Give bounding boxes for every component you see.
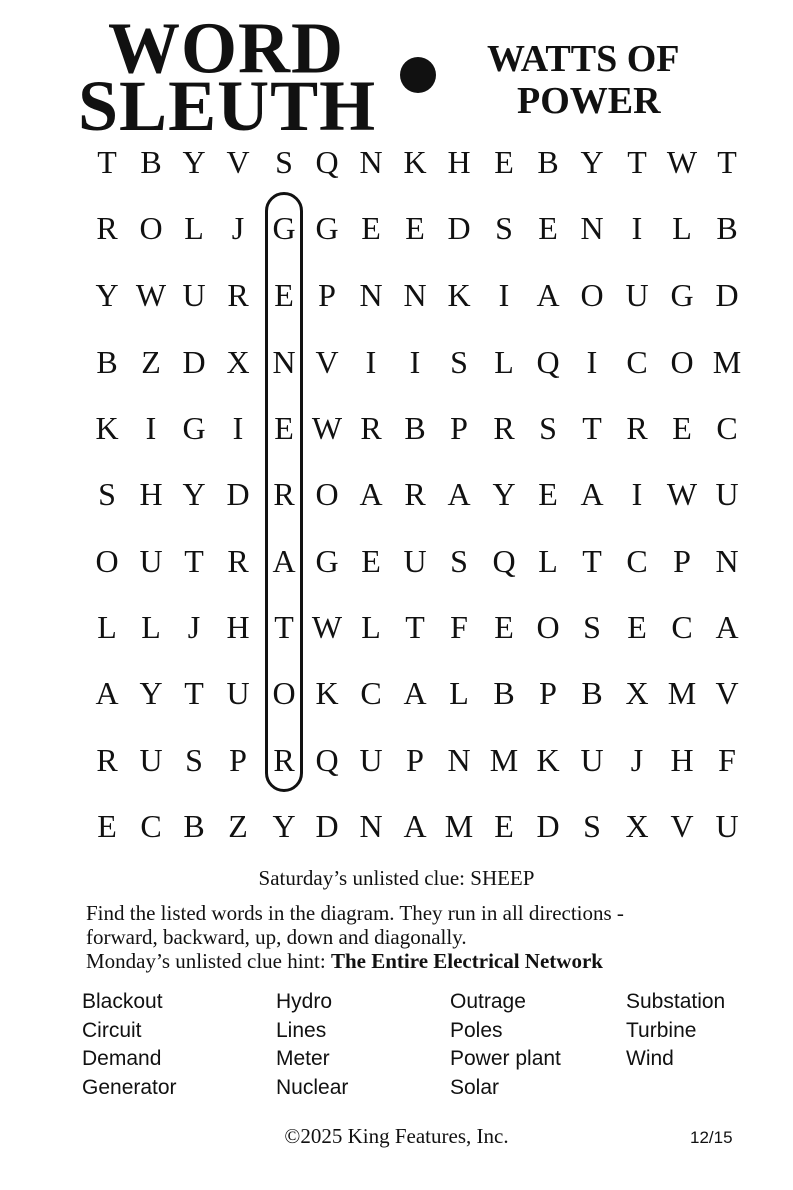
word-list-item: Hydro [276,990,333,1013]
grid-letter[interactable]: U [715,808,739,844]
grid-letter[interactable]: O [580,277,604,313]
grid-letter[interactable]: B [493,675,515,711]
grid-letter[interactable]: E [274,410,294,446]
grid-letter[interactable]: Y [95,277,119,313]
grid-letter[interactable]: L [538,543,558,579]
puzzle-date: 12/15 [690,1128,733,1147]
grid-letter[interactable]: Z [228,808,248,844]
grid-letter[interactable]: C [626,543,648,579]
grid-letter[interactable]: R [360,410,382,446]
grid-letter[interactable]: Q [492,543,516,579]
word-list-item: Power plant [450,1047,561,1070]
grid-letter[interactable]: P [539,675,557,711]
grid-letter[interactable]: E [97,808,117,844]
grid-letter[interactable]: D [536,808,560,844]
grid-letter[interactable]: R [404,476,426,512]
grid-letter[interactable]: W [666,144,698,180]
grid-letter[interactable]: R [273,476,295,512]
grid-letter[interactable]: E [405,210,425,246]
grid-letter[interactable]: M [489,742,519,778]
grid-letter[interactable]: T [627,144,647,180]
grid-letter[interactable]: J [630,742,644,778]
grid-letter[interactable]: U [226,675,250,711]
grid-letter[interactable]: G [315,543,339,579]
grid-letter[interactable]: B [537,144,559,180]
grid-letter[interactable]: E [672,410,692,446]
grid-letter[interactable]: Y [580,144,604,180]
grid-letter[interactable]: F [718,742,736,778]
grid-letter[interactable]: T [184,543,204,579]
grid-letter[interactable]: G [272,210,296,246]
grid-letter[interactable]: V [226,144,250,180]
grid-letter[interactable]: I [631,476,643,512]
word-list-item: Circuit [82,1018,142,1042]
grid-letter[interactable]: C [360,675,382,711]
grid-letter[interactable]: B [140,144,162,180]
grid-letter[interactable]: D [315,808,339,844]
grid-letter[interactable]: B [96,344,118,380]
grid-letter[interactable]: C [140,808,162,844]
grid-letter[interactable]: J [187,609,201,645]
grid-letter[interactable]: S [185,742,203,778]
grid-letter[interactable]: U [625,277,649,313]
grid-letter[interactable]: A [359,476,383,512]
monday-hint-text: The Entire Electrical Network [330,949,603,973]
grid-letter[interactable]: Y [182,476,206,512]
grid-letter[interactable]: I [409,344,421,380]
copyright-notice: ©2025 King Features, Inc. [284,1124,509,1148]
grid-letter[interactable]: U [182,277,206,313]
word-list-item: Generator [82,1075,177,1099]
grid-letter[interactable]: A [272,543,296,579]
word-list-item: Meter [276,1047,330,1070]
grid-letter[interactable]: T [97,144,117,180]
grid-letter[interactable]: U [139,543,163,579]
grid-letter[interactable]: U [139,742,163,778]
grid-letter[interactable]: O [95,543,119,579]
word-list-item: Turbine [626,1018,697,1042]
title-word: WORD [108,7,344,89]
grid-letter[interactable]: S [450,344,468,380]
grid-letter[interactable]: N [272,344,296,380]
grid-letter[interactable]: A [536,277,560,313]
grid-letter[interactable]: P [229,742,247,778]
grid-letter[interactable]: M [444,808,474,844]
grid-letter[interactable]: H [139,476,163,512]
grid-letter[interactable]: X [625,675,649,711]
grid-letter[interactable]: T [582,410,602,446]
grid-letter[interactable]: R [493,410,515,446]
grid-letter[interactable]: R [227,277,249,313]
grid-letter[interactable]: P [450,410,468,446]
grid-letter[interactable]: I [631,210,643,246]
grid-letter[interactable]: S [495,210,513,246]
grid-letter[interactable]: Y [139,675,163,711]
grid-letter[interactable]: Y [272,808,296,844]
puzzle-theme-line2: POWER [517,80,661,122]
grid-letter[interactable]: Q [315,742,339,778]
grid-letter[interactable]: T [274,609,294,645]
grid-letter[interactable]: B [581,675,603,711]
circled-word-oval [265,192,303,792]
grid-letter[interactable]: U [580,742,604,778]
grid-letter[interactable]: S [98,476,116,512]
grid-letter[interactable]: H [226,609,250,645]
grid-letter[interactable]: E [538,210,558,246]
grid-letter[interactable]: Q [536,344,560,380]
grid-letter[interactable]: N [580,210,604,246]
grid-letter[interactable]: S [450,543,468,579]
grid-letter[interactable]: R [96,210,118,246]
grid-letter[interactable]: L [449,675,469,711]
grid-letter[interactable]: I [586,344,598,380]
grid-letter[interactable]: A [403,675,427,711]
grid-letter[interactable]: I [232,410,244,446]
grid-letter[interactable]: N [359,808,383,844]
word-list-column-4 [626,988,725,1074]
grid-letter[interactable]: E [274,277,294,313]
grid-letter[interactable]: T [405,609,425,645]
grid-letter[interactable]: J [231,210,245,246]
grid-letter[interactable]: K [403,144,427,180]
grid-letter[interactable]: R [96,742,118,778]
grid-letter[interactable]: E [361,543,381,579]
grid-letter[interactable]: L [184,210,204,246]
grid-letter[interactable]: D [715,277,739,313]
grid-letter[interactable]: R [273,742,295,778]
grid-letter[interactable]: N [715,543,739,579]
grid-letter[interactable]: A [403,808,427,844]
grid-letter[interactable]: D [447,210,471,246]
title-sleuth: SLEUTH [78,66,377,146]
grid-letter[interactable]: W [311,410,343,446]
word-list-item: Demand [82,1047,162,1070]
grid-letter[interactable]: T [582,543,602,579]
puzzle-theme-line1: WATTS OF [487,38,680,80]
grid-letter[interactable]: K [315,675,339,711]
grid-letter[interactable]: W [135,277,167,313]
grid-letter[interactable]: A [580,476,604,512]
grid-letter[interactable]: M [712,344,742,380]
grid-letter[interactable]: K [95,410,119,446]
grid-letter[interactable]: U [715,476,739,512]
grid-letter[interactable]: S [539,410,557,446]
grid-letter[interactable]: E [494,609,514,645]
grid-letter[interactable]: W [311,609,343,645]
grid-letter[interactable]: L [672,210,692,246]
grid-letter[interactable]: Z [141,344,161,380]
saturday-clue: Saturday’s unlisted clue: SHEEP [258,866,535,890]
grid-letter[interactable]: N [403,277,427,313]
grid-letter[interactable]: I [498,277,510,313]
grid-letter[interactable]: P [673,543,691,579]
word-list-item: Lines [276,1018,327,1042]
word-list-item: Solar [450,1075,500,1099]
grid-letter[interactable]: G [182,410,206,446]
grid-letter[interactable]: N [447,742,471,778]
word-list-item: Substation [626,990,726,1013]
grid-letter[interactable]: N [359,144,383,180]
grid-letter[interactable]: R [227,543,249,579]
monday-hint-prefix: Monday’s unlisted clue hint: [86,949,331,973]
word-list-item: Poles [450,1018,503,1042]
grid-letter[interactable]: O [272,675,296,711]
word-list-column-2 [276,988,348,1102]
grid-letter[interactable]: A [95,675,119,711]
grid-letter[interactable]: V [315,344,339,380]
grid-letter[interactable]: W [666,476,698,512]
grid-letter[interactable]: B [404,410,426,446]
grid-letter[interactable]: E [627,609,647,645]
grid-letter[interactable]: L [97,609,117,645]
grid-letter[interactable]: O [670,344,694,380]
grid-letter[interactable]: G [670,277,694,313]
grid-letter[interactable]: H [670,742,694,778]
grid-letter[interactable]: Y [182,144,206,180]
grid-letter[interactable]: E [494,808,514,844]
grid-letter[interactable]: S [583,808,601,844]
word-list-column-3 [450,988,561,1102]
grid-letter[interactable]: E [361,210,381,246]
grid-letter[interactable]: B [716,210,738,246]
grid-letter[interactable]: V [715,675,739,711]
grid-letter[interactable]: O [139,210,163,246]
grid-letter[interactable]: I [365,344,377,380]
word-list-column-1 [82,988,177,1102]
grid-letter[interactable]: L [141,609,161,645]
instructions-line2: forward, backward, up, down and diagonally. [86,925,467,949]
grid-letter[interactable]: L [361,609,381,645]
grid-letter[interactable]: C [626,344,648,380]
word-list-item: Wind [626,1047,674,1070]
grid-letter[interactable]: X [226,344,250,380]
grid-letter[interactable]: F [450,609,468,645]
grid-letter[interactable]: N [359,277,383,313]
grid-letter[interactable]: U [359,742,383,778]
grid-letter[interactable]: O [536,609,560,645]
grid-letter[interactable]: T [717,144,737,180]
grid-letter[interactable]: R [626,410,648,446]
grid-letter[interactable]: Q [315,144,339,180]
grid-letter[interactable]: S [583,609,601,645]
grid-letter[interactable]: X [625,808,649,844]
grid-letter[interactable]: H [447,144,471,180]
grid-letter[interactable]: T [184,675,204,711]
word-list-item: Outrage [450,990,526,1013]
grid-letter[interactable]: D [226,476,250,512]
instructions-line1: Find the listed words in the diagram. They run in all directions - [86,901,624,925]
grid-letter[interactable]: S [275,144,293,180]
grid-letter[interactable]: U [403,543,427,579]
grid-letter[interactable]: O [315,476,339,512]
grid-letter[interactable]: V [670,808,694,844]
grid-letter[interactable]: A [447,476,471,512]
grid-letter[interactable]: I [145,410,157,446]
grid-letter[interactable]: C [671,609,693,645]
grid-letter[interactable]: G [315,210,339,246]
grid-letter[interactable]: K [447,277,471,313]
grid-letter[interactable]: L [494,344,514,380]
monday-hint [86,951,603,972]
grid-letter[interactable]: E [494,144,514,180]
grid-letter[interactable]: K [536,742,560,778]
grid-letter[interactable]: B [183,808,205,844]
grid-letter[interactable]: P [318,277,336,313]
grid-letter[interactable]: E [538,476,558,512]
grid-letter[interactable]: M [667,675,697,711]
word-list-item: Blackout [82,990,163,1013]
grid-letter[interactable]: A [715,609,739,645]
grid-letter[interactable]: C [716,410,738,446]
grid-letter[interactable]: Y [492,476,516,512]
grid-letter[interactable]: D [182,344,206,380]
grid-letter[interactable]: P [406,742,424,778]
word-list-item: Nuclear [276,1075,349,1099]
